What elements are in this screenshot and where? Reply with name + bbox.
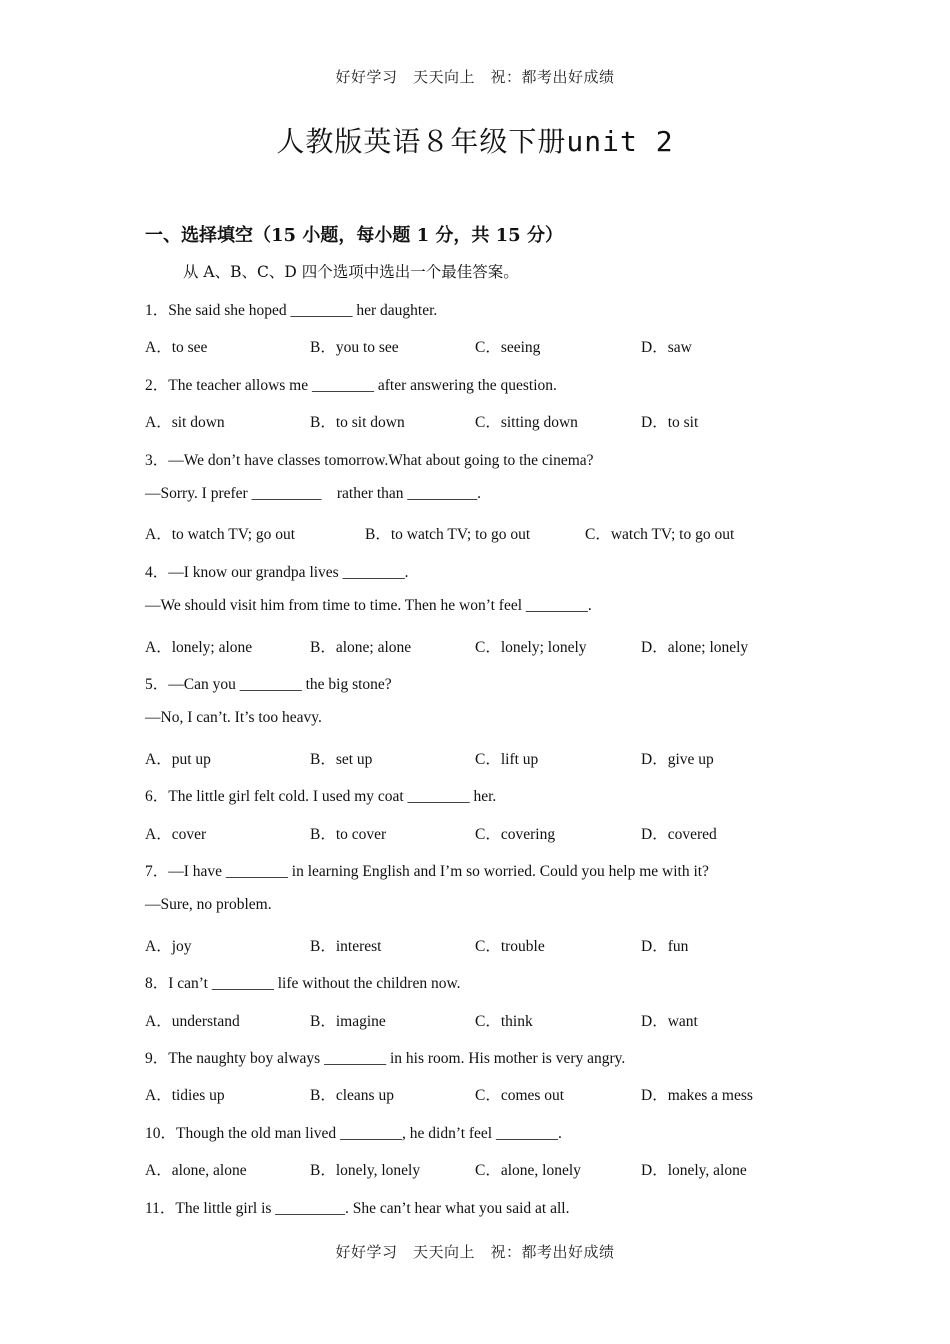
section-instruction: 从 A、B、C、D 四个选项中选出一个最佳答案。: [183, 263, 519, 281]
answer-option: D．makes a mess: [641, 1087, 753, 1105]
document-title: [0, 120, 950, 160]
answer-option: C．think: [475, 1012, 533, 1030]
question-stem: 9．The naughty boy always ________ in his room. His mother is very angry.: [145, 1050, 626, 1067]
answer-option: B．to watch TV; to go out: [365, 526, 531, 544]
page-header: 好好学习 天天向上 祝：都考出好成绩: [335, 68, 615, 86]
answer-option: B．imagine: [310, 1012, 386, 1030]
answer-option: D．want: [641, 1012, 698, 1030]
answer-option: D．covered: [641, 825, 717, 843]
question-dialogue-line: —Sorry. I prefer _________ rather than _________.: [145, 485, 482, 502]
answer-option: D．lonely, alone: [641, 1162, 747, 1180]
answer-option: B．alone; alone: [310, 638, 412, 656]
answer-option: A．tidies up: [145, 1087, 225, 1105]
answer-option: B．you to see: [310, 339, 399, 357]
question-stem: 3．—We don’t have classes tomorrow.What about going to the cinema?: [145, 451, 594, 469]
question-stem: 6．The little girl felt cold. I used my coat ________ her.: [145, 788, 497, 806]
answer-option: C．watch TV; to go out: [585, 526, 735, 544]
answer-option: D．to sit: [641, 414, 699, 432]
answer-option: A．understand: [145, 1012, 240, 1030]
answer-option: A．joy: [145, 937, 192, 955]
answer-option: B．interest: [310, 937, 382, 955]
question-stem: 4．—I know our grandpa lives ________.: [145, 563, 409, 581]
answer-option: A．put up: [145, 750, 211, 768]
question-stem: 7．—I have ________ in learning English and I’m so worried. Could you help me with it?: [145, 863, 709, 880]
answer-option: C．lift up: [475, 750, 539, 768]
question-stem: 5．—Can you ________ the big stone?: [145, 676, 392, 693]
answer-option: D．fun: [641, 937, 689, 955]
answer-option: C．sitting down: [475, 414, 578, 432]
answer-option: A．alone, alone: [145, 1162, 247, 1180]
answer-option: A．to watch TV; go out: [145, 526, 296, 544]
question-stem: 2．The teacher allows me ________ after answering the question.: [145, 376, 557, 394]
document-title-cn: 人教版英语８年级下册: [276, 125, 567, 158]
question-stem: 8．I can’t ________ life without the children now.: [145, 975, 461, 993]
answer-option: C．comes out: [475, 1087, 565, 1105]
answer-option: B．set up: [310, 750, 373, 768]
section-heading: 一、选择填空（15 小题，每小题 1 分，共 15 分）: [145, 225, 563, 246]
answer-option: B．to cover: [310, 825, 387, 843]
answer-option: C．alone, lonely: [475, 1162, 581, 1180]
document-title-unit: unit 2: [566, 125, 674, 158]
question-dialogue-line: —Sure, no problem.: [145, 896, 272, 914]
answer-option: A．lonely; alone: [145, 638, 253, 656]
answer-option: A．to see: [145, 339, 208, 357]
answer-option: C．covering: [475, 825, 556, 843]
answer-option: D．alone; lonely: [641, 638, 749, 656]
answer-option: C．seeing: [475, 339, 541, 357]
page-footer: 好好学习 天天向上 祝：都考出好成绩: [335, 1243, 615, 1261]
question-dialogue-line: —We should visit him from time to time. Then he won’t feel ________.: [145, 597, 592, 615]
answer-option: B．lonely, lonely: [310, 1162, 421, 1180]
answer-option: D．saw: [641, 339, 692, 357]
answer-option: B．to sit down: [310, 414, 405, 432]
question-dialogue-line: —No, I can’t. It’s too heavy.: [145, 709, 322, 727]
question-stem: 1．She said she hoped ________ her daughter.: [145, 302, 438, 319]
question-stem: 11．The little girl is _________. She can’t hear what you said at all.: [145, 1199, 570, 1217]
answer-option: C．trouble: [475, 937, 545, 955]
answer-option: D．give up: [641, 750, 714, 768]
answer-option: B．cleans up: [310, 1087, 394, 1105]
answer-option: A．sit down: [145, 414, 225, 432]
answer-option: A．cover: [145, 825, 207, 843]
answer-option: C．lonely; lonely: [475, 638, 587, 656]
question-stem: 10．Though the old man lived ________, he didn’t feel ________.: [145, 1124, 562, 1142]
